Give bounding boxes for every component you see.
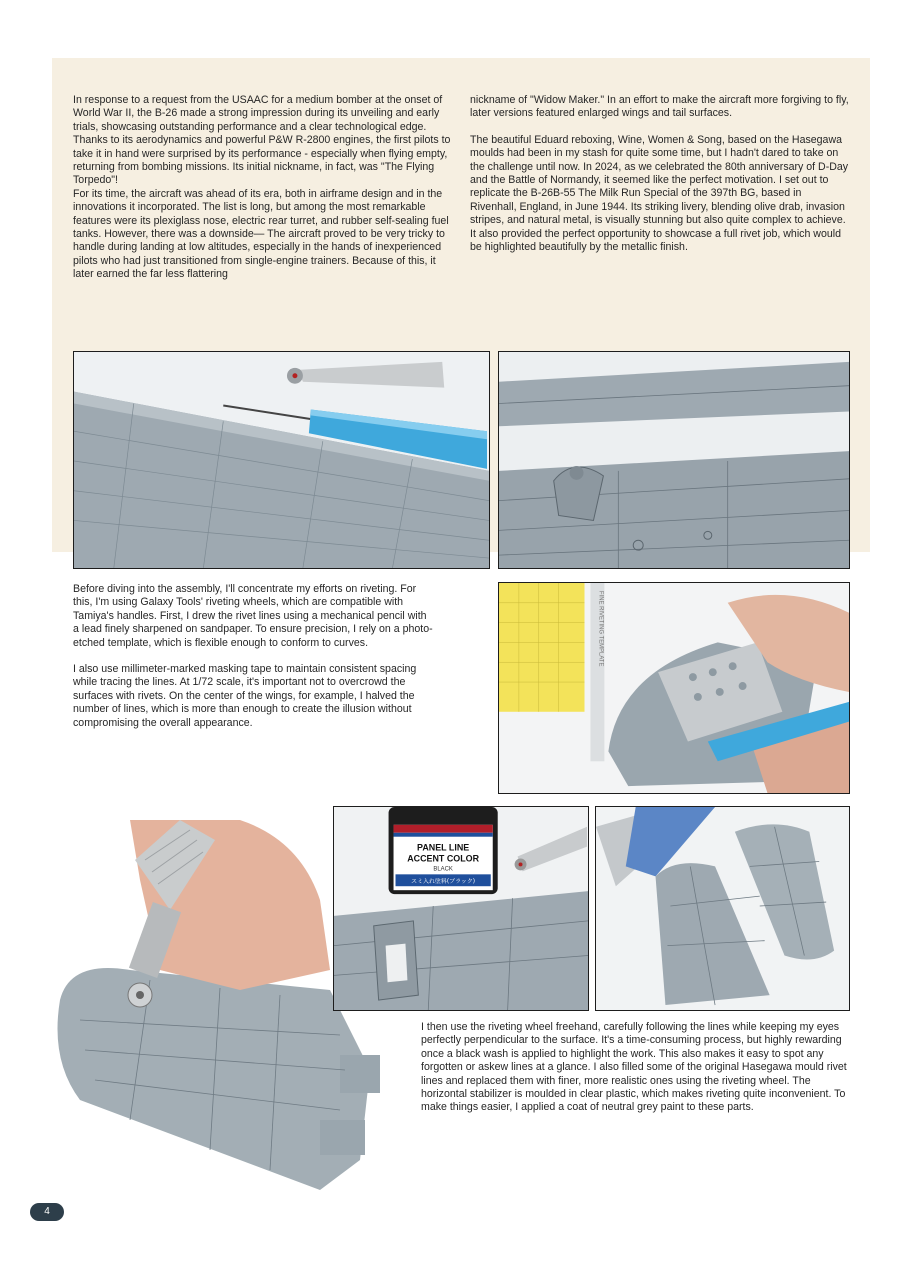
photo-riveting-template: [498, 582, 850, 794]
middle-paragraph-2: I also use millimeter-marked masking tape to maintain consistent spacing while tracing the lines. At 1/72 scale, it's important not to overcrowd the surfaces with rivets. On the center of the wings, for example, I halved the number of lines, which is more than enough to create the illusion without compromising the overall appearance.: [73, 663, 417, 729]
bottom-text: [421, 1021, 849, 1115]
intro-left-paragraph-2: For its time, the aircraft was ahead of its era, both in airframe design and in the innovations it incorporated. The list is long, but among the most remarkable features were its plexiglass nose, electric rear turret, and rubber self-sealing fuel tanks. However, there was a downside— The aircraft proved to be very tricky to handle during landing at low altitudes, especially in the hands of inexperienced pilots who had just transitioned from single-engine trainers. Because of this, it later earned the far less flattering: [73, 187, 449, 281]
bottle-label-line1: PANEL LINE: [417, 842, 470, 853]
intro-right-column: [470, 94, 850, 254]
photo-panel-line-wash: [333, 806, 589, 1011]
photo-stabilizer-halves: [595, 806, 850, 1011]
bottle-label-jp: スミ入れ塗料(ブラック): [411, 878, 476, 886]
bottle-label-line3: BLACK: [433, 866, 453, 873]
intro-left-paragraph-1: In response to a request from the USAAC for a medium bomber at the onset of World War II, the B-26 made a strong impression during its unveiling and early trials, showcasing outstanding performance and a clear technological edge. Thanks to its aerodynamics and powerful P&W R-2800 engines, the first pilots to take it in hand were surprised by its performance - especially when flying empty, returning from bombing missions. Its initial nickname, in fact, was "The Flying Torpedo"!: [73, 94, 451, 187]
middle-text: [73, 583, 435, 730]
middle-paragraph-1: Before diving into the assembly, I'll concentrate my efforts on riveting. For this, I'm using Galaxy Tools' riveting wheels, which are compatible with Tamiya's handles. First, I drew the rivet lines using a mechanical pencil with a lead finely sharpened on sandpaper. To ensure precision, I rely on a photo-etched template, which is flexible enough to conform to curves.: [73, 583, 433, 649]
intro-right-paragraph-2: The beautiful Eduard reboxing, Wine, Women & Song, based on the Hasegawa moulds had been in my stash for quite some time, but I hadn't dared to take on the challenge until now. In 2024, as we celebrated the 80th anniversary of D-Day and the Battle of Normandy, it seemed like the perfect motivation. I set out to replicate the B-26B-55 The Milk Run Special of the 397th BG, based in Rivenhall, England, in June 1944. Its striking livery, blending olive drab, invasion stripes, and natural metal, is visually stunning but also quite complex to achieve. It also provided the perfect opportunity to showcase a full rivet job, which would be highlighted beautifully by the metallic finish.: [470, 133, 849, 254]
template-label: FINE RIVETING TEMPLATE: [597, 590, 604, 667]
photo-fuselage-halves: [498, 351, 850, 569]
photo-wing-pencil: [73, 351, 490, 569]
page-number-badge: 4: [30, 1203, 64, 1221]
bottle-label-line2: ACCENT COLOR: [407, 853, 480, 864]
intro-right-paragraph-1: nickname of "Widow Maker." In an effort to make the aircraft more forgiving to fly, later versions featured enlarged wings and tail surfaces.: [470, 94, 849, 120]
bottom-paragraph: I then use the riveting wheel freehand, carefully following the lines while keeping my eyes perfectly perpendicular to the surface. It's a time-consuming process, but highly rewarding once a black wash is applied to highlight the work. This also makes it easy to spot any forgotten or askew lines at a glance. I also filled some of the original Hasegawa mould rivet lines and replaced them with finer, more realistic ones using the riveting wheel. The horizontal stabilizer is moulded in clear plastic, which makes riveting quite inconvenient. To make things easier, I applied a coat of neutral grey paint to these parts.: [421, 1021, 847, 1114]
intro-left-column: [73, 94, 457, 282]
